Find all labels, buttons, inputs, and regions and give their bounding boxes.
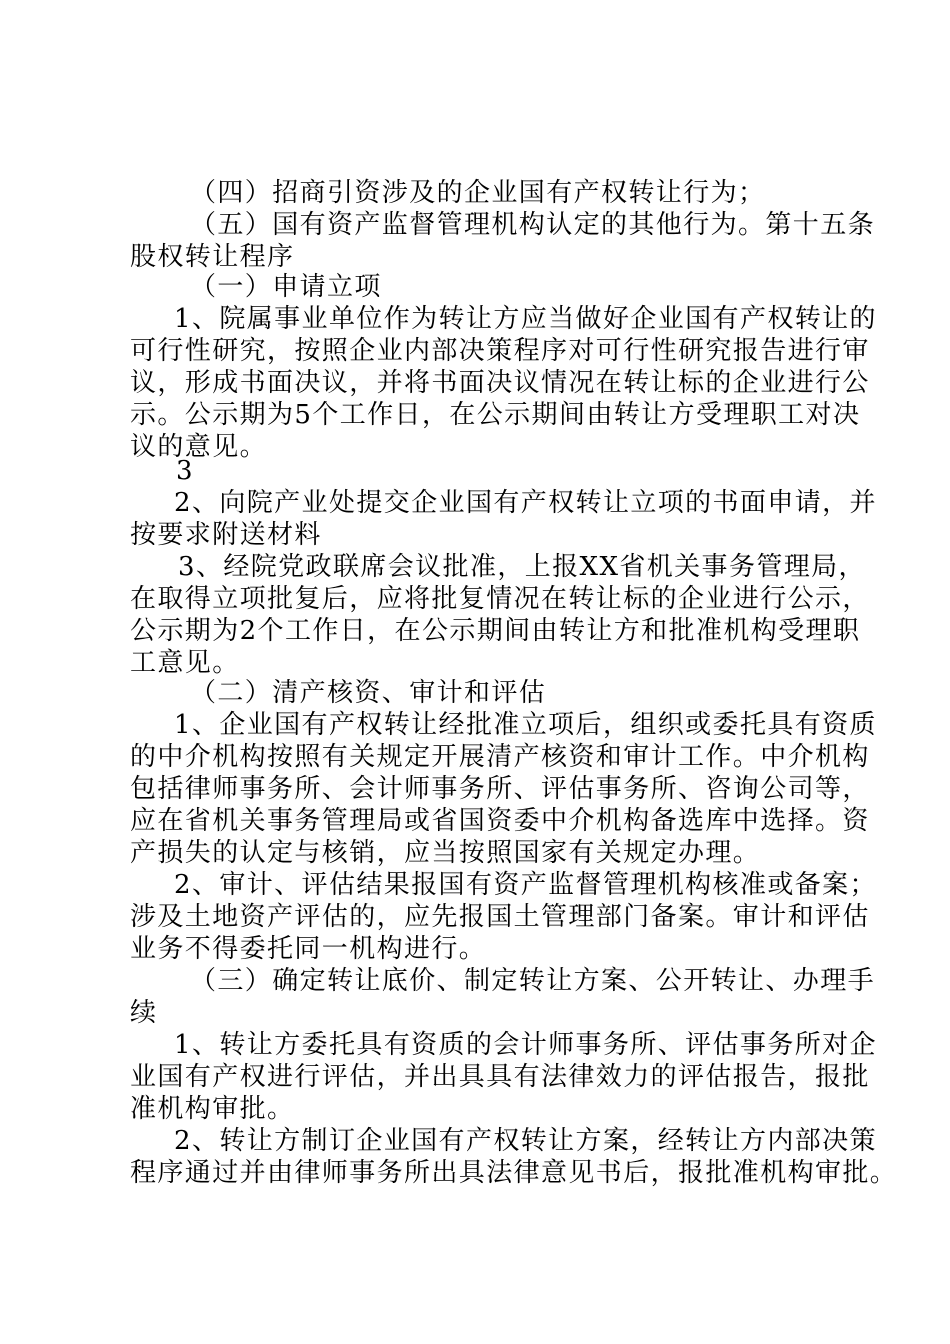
text-line: 按要求附送材料 — [130, 520, 322, 550]
text-line: 议的意见。 — [130, 432, 268, 462]
text-line: 在取得立项批复后，应将批复情况在转让标的企业进行公示， — [130, 584, 870, 614]
text-line: 1、转让方委托具有资质的会计师事务所、评估事务所对企 — [174, 1030, 877, 1060]
text-line: 1、企业国有产权转让经批准立项后，组织或委托具有资质 — [174, 710, 877, 740]
section-heading: （二）清产核资、审计和评估 — [190, 678, 547, 708]
page-number: 3 — [176, 456, 194, 486]
text-line: 准机构审批。 — [130, 1094, 295, 1124]
text-line: 业务不得委托同一机构进行。 — [130, 934, 487, 964]
text-line: 议，形成书面决议，并将书面决议情况在转让标的企业进行公 — [130, 368, 870, 398]
text-line: 的中介机构按照有关规定开展清产核资和审计工作。中介机构 — [130, 742, 870, 772]
text-line: 程序通过并由律师事务所出具法律意见书后，报批准机构审批。 — [130, 1158, 898, 1188]
text-line: 包括律师事务所、会计师事务所、评估事务所、咨询公司等， — [130, 774, 870, 804]
text-line: 应在省机关事务管理局或省国资委中介机构备选库中选择。资 — [130, 806, 870, 836]
text-line: 2、转让方制订企业国有产权转让方案，经转让方内部决策 — [174, 1126, 877, 1156]
text-line: 产损失的认定与核销，应当按照国家有关规定办理。 — [130, 838, 761, 868]
text-line: 示。公示期为5个工作日，在公示期间由转让方受理职工对决 — [130, 400, 861, 430]
text-line: 3、经院党政联席会议批准，上报XX省机关事务管理局， — [178, 552, 866, 582]
text-line: 业国有产权进行评估，并出具具有法律效力的评估报告，报批 — [130, 1062, 870, 1092]
text-line: 1、院属事业单位作为转让方应当做好企业国有产权转让的 — [174, 304, 877, 334]
text-line: 2、向院产业处提交企业国有产权转让立项的书面申请，并 — [174, 488, 877, 518]
text-line: 续 — [130, 998, 158, 1028]
text-line: 2、审计、评估结果报国有资产监督管理机构核准或备案； — [174, 870, 877, 900]
text-line: 涉及土地资产评估的，应先报国土管理部门备案。审计和评估 — [130, 902, 870, 932]
text-line: 可行性研究，按照企业内部决策程序对可行性研究报告进行审 — [130, 336, 870, 366]
text-line: 工意见。 — [130, 648, 240, 678]
text-line: 股权转让程序 — [130, 242, 295, 272]
section-heading: （三）确定转让底价、制定转让方案、公开转让、办理手 — [190, 966, 876, 996]
text-line: （四）招商引资涉及的企业国有产权转让行为； — [190, 178, 766, 208]
text-line: （五）国有资产监督管理机构认定的其他行为。第十五条 — [190, 210, 876, 240]
text-line: 公示期为2个工作日，在公示期间由转让方和批准机构受理职 — [130, 616, 861, 646]
section-heading: （一）申请立项 — [190, 272, 382, 302]
